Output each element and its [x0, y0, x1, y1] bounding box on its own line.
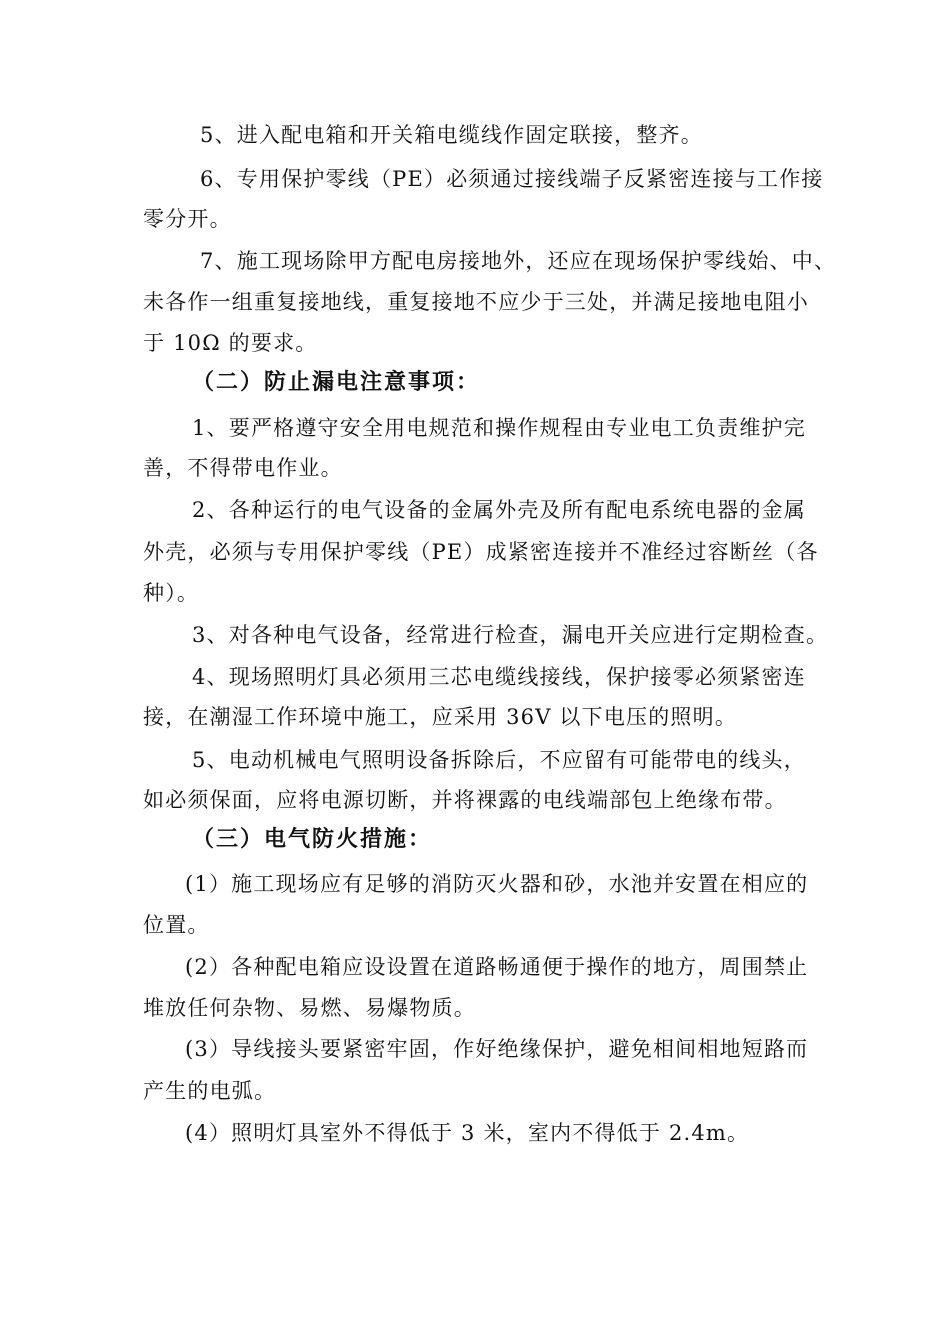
- paragraph-line: 5、进入配电箱和开关箱电缆线作固定联接，整齐。: [200, 123, 703, 147]
- paragraph-line: 未各作一组重复接地线，重复接地不应少于三处，并满足接地电阻小: [143, 290, 809, 314]
- paragraph-line: 4、现场照明灯具必须用三芯电缆线接线，保护接零必须紧密连: [192, 665, 806, 689]
- paragraph-line: (3）导线接头要紧密牢固，作好绝缘保护，避免相间相地短路而: [185, 1037, 809, 1061]
- paragraph-line: 于 10Ω 的要求。: [143, 331, 318, 355]
- paragraph-line: 善，不得带电作业。: [143, 456, 343, 480]
- paragraph-line: 位置。: [143, 913, 210, 937]
- paragraph-line: (2）各种配电箱应设设置在道路畅通便于操作的地方，周围禁止: [185, 955, 809, 979]
- paragraph-line: 接，在潮湿工作环境中施工，应采用 36V 以下电压的照明。: [143, 705, 738, 729]
- section-heading: （三）电气防火措施：: [192, 827, 433, 852]
- paragraph-line: 外壳，必须与专用保护零线（PE）成紧密连接并不准经过容断丝（各: [143, 540, 819, 564]
- paragraph-line: 零分开。: [143, 207, 232, 231]
- section-heading: （二）防止漏电注意事项：: [192, 370, 481, 395]
- paragraph-line: 5、电动机械电气照明设备拆除后，不应留有可能带电的线头，: [192, 748, 806, 772]
- paragraph-line: 2、各种运行的电气设备的金属外壳及所有配电系统电器的金属: [192, 498, 806, 522]
- paragraph-line: (4）照明灯具室外不得低于 3 米，室内不得低于 2.4m。: [185, 1121, 750, 1145]
- paragraph-line: 7、施工现场除甲方配电房接地外，还应在现场保护零线始、中、: [200, 249, 837, 273]
- paragraph-line: 种）。: [143, 581, 200, 605]
- paragraph-line: 如必须保面，应将电源切断，并将裸露的电线端部包上绝缘布带。: [143, 788, 787, 812]
- paragraph-line: 6、专用保护零线（PE）必须通过接线端子反紧密连接与工作接: [200, 167, 824, 191]
- paragraph-line: (1）施工现场应有足够的消防灭火器和砂，水池并安置在相应的: [185, 872, 809, 896]
- paragraph-line: 3、对各种电气设备，经常进行检查，漏电开关应进行定期检查。: [192, 623, 829, 647]
- paragraph-line: 堆放任何杂物、易燃、易爆物质。: [143, 996, 476, 1020]
- paragraph-line: 1、要严格遵守安全用电规范和操作规程由专业电工负责维护完: [192, 416, 806, 440]
- paragraph-line: 产生的电弧。: [143, 1079, 277, 1103]
